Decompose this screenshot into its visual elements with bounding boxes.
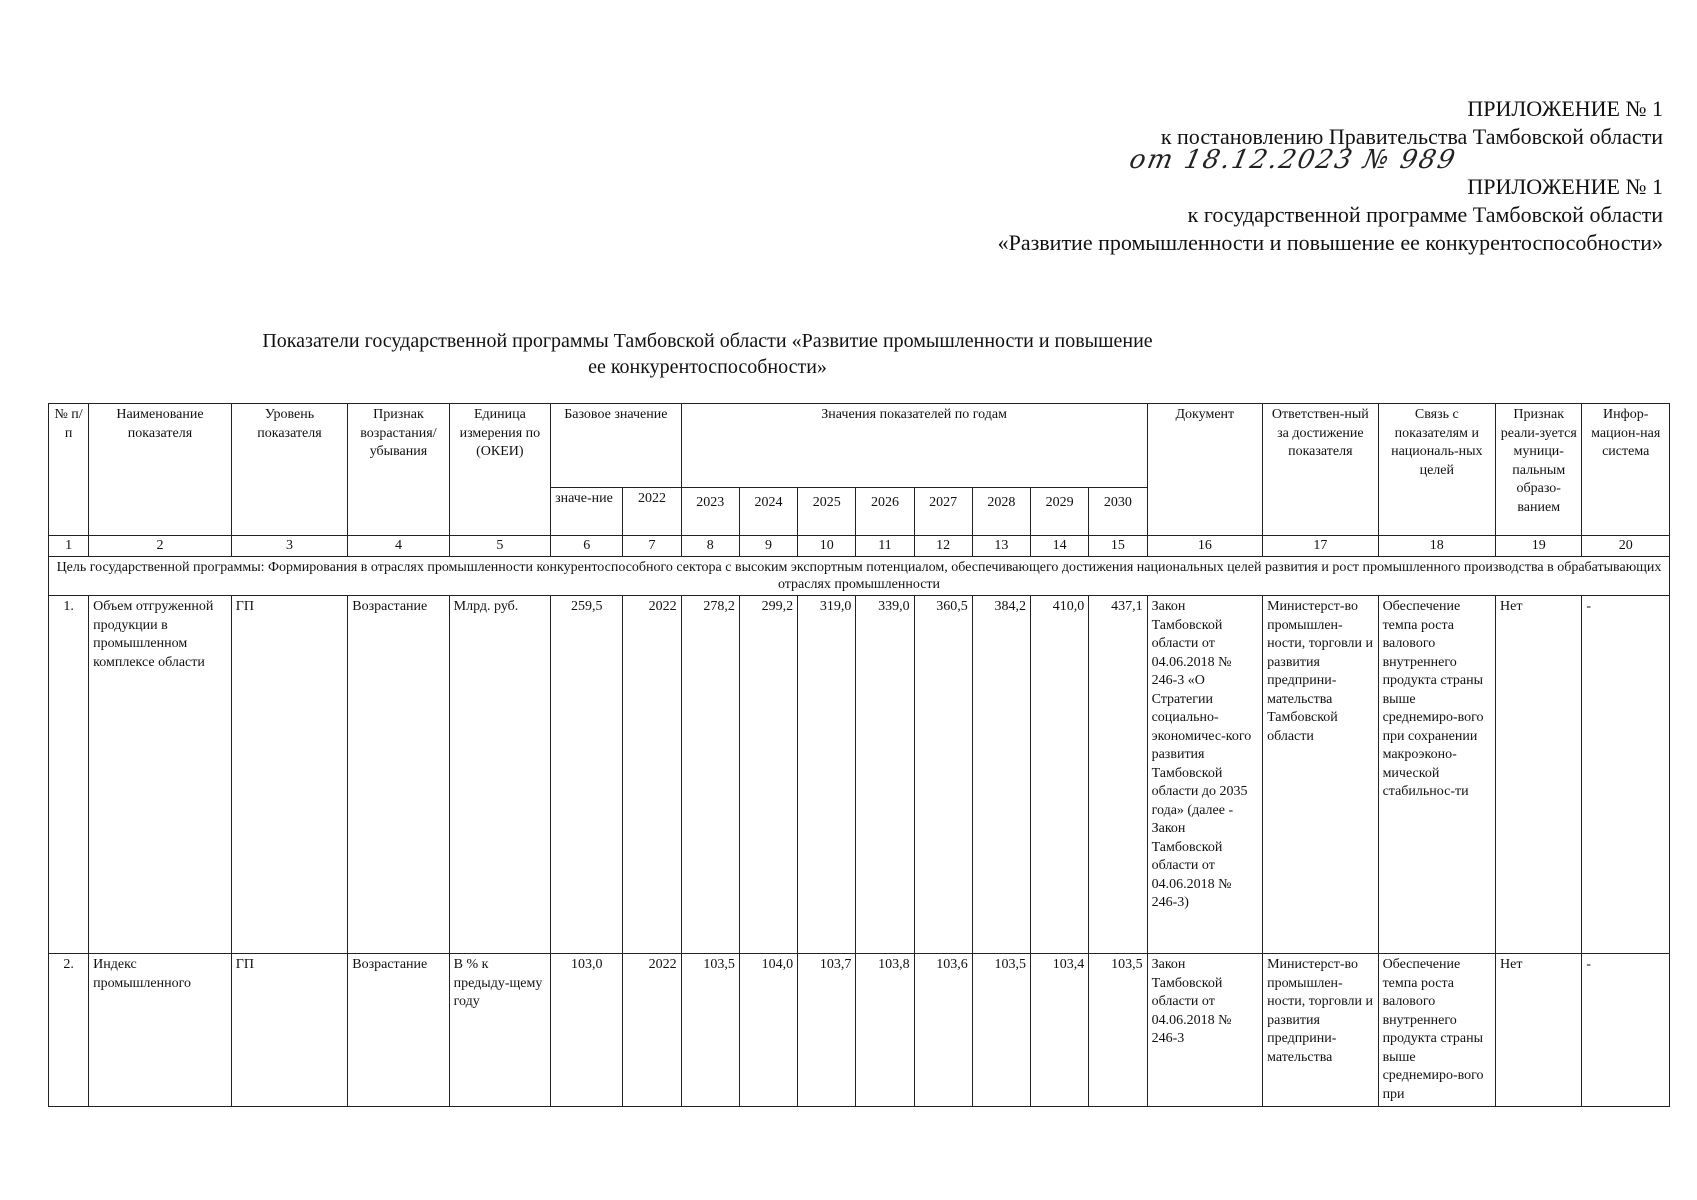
row-num: 1. (49, 596, 89, 954)
title-line-1: Показатели государственной программы Тамбовской области «Развитие промышленности и повышение (262, 330, 1153, 352)
col-header-sign: Признак возрастания/ убывания (348, 404, 449, 536)
row-num: 2. (49, 954, 89, 1107)
row-unit: Млрд. руб. (449, 596, 550, 954)
column-number: 16 (1147, 536, 1262, 557)
row-base-value: 259,5 (551, 596, 623, 954)
table-row (49, 954, 1670, 1107)
row-infosystem: - (1582, 596, 1670, 954)
row-responsible: Министерст-во промышлен-ности, торговли и развития предприни-мательства (1263, 954, 1378, 1107)
column-number: 19 (1496, 536, 1582, 557)
header-line: ПРИЛОЖЕНИЕ № 1 (1467, 174, 1663, 199)
column-number: 6 (551, 536, 623, 557)
row-link: Обеспечение темпа роста валового внутреннего продукта страны выше среднемиро-вого при сохранении макроэконо-мической стабильнос-ти (1378, 596, 1495, 954)
row-name: Объем отгруженной продукции в промышленном комплексе области (89, 596, 232, 954)
header-row-1 (49, 404, 1670, 488)
row-year-value: 103,5 (681, 954, 739, 1107)
header-line: к постановлению Правительства Тамбовской области (1160, 124, 1663, 149)
col-header-values: Значения показателей по годам (681, 404, 1147, 488)
page-title (0, 328, 1415, 380)
header-line: ПРИЛОЖЕНИЕ № 1 (1467, 96, 1663, 121)
handwritten-signature: от 18.12.2023 № 989 (1126, 145, 1460, 175)
col-header-level: Уровень показателя (231, 404, 347, 536)
row-year-value: 103,5 (972, 954, 1030, 1107)
column-number: 7 (623, 536, 681, 557)
row-year-value: 437,1 (1089, 596, 1147, 954)
row-sign: Возрастание (348, 954, 449, 1107)
column-number-row (49, 536, 1670, 557)
column-number: 1 (49, 536, 89, 557)
row-year-value: 103,6 (914, 954, 972, 1107)
row-base-year: 2022 (623, 596, 681, 954)
row-responsible: Министерст-во промышлен-ности, торговли и развития предприни-мательства Тамбовской области (1263, 596, 1378, 954)
row-year-value: 319,0 (798, 596, 856, 954)
column-number: 2 (89, 536, 232, 557)
column-number: 20 (1582, 536, 1670, 557)
row-name: Индекс промышленного (89, 954, 232, 1107)
row-unit: В % к предыду-щему году (449, 954, 550, 1107)
row-year-value: 360,5 (914, 596, 972, 954)
row-year-value: 278,2 (681, 596, 739, 954)
row-year-value: 339,0 (856, 596, 914, 954)
column-number: 15 (1089, 536, 1147, 557)
col-header-name: Наименование показателя (89, 404, 232, 536)
row-document: Закон Тамбовской области от 04.06.2018 № 246-3 (1147, 954, 1262, 1107)
header-line: к государственной программе Тамбовской области (1187, 202, 1663, 227)
column-number: 5 (449, 536, 550, 557)
program-goal: Цель государственной программы: Формирования в отраслях промышленности конкурентоспособного сектора с высоким экспортным потенциалом, обеспечивающего достижения национальных целей развития и рост промышленного производства в обрабатывающих отраслях промышленности (49, 557, 1670, 596)
column-number: 11 (856, 536, 914, 557)
row-base-year: 2022 (623, 954, 681, 1107)
table-row (49, 596, 1670, 954)
col-header-year: 2027 (914, 488, 972, 536)
appendix-header (998, 95, 1663, 257)
column-number: 10 (798, 536, 856, 557)
col-header-link: Связь с показателям и националь-ных целей (1378, 404, 1495, 536)
row-year-value: 299,2 (739, 596, 797, 954)
row-municipal: Нет (1496, 596, 1582, 954)
col-header-year: 2025 (798, 488, 856, 536)
col-header-base: Базовое значение (551, 404, 682, 488)
col-header-year: 2023 (681, 488, 739, 536)
row-link: Обеспечение темпа роста валового внутреннего продукта страны выше среднемиро-вого при (1378, 954, 1495, 1107)
row-sign: Возрастание (348, 596, 449, 954)
row-year-value: 103,8 (856, 954, 914, 1107)
row-year-value: 103,4 (1031, 954, 1089, 1107)
column-number: 9 (739, 536, 797, 557)
column-number: 4 (348, 536, 449, 557)
col-header-num: № п/п (49, 404, 89, 536)
row-base-value: 103,0 (551, 954, 623, 1107)
indicators-table (48, 403, 1670, 1107)
col-header-municipal: Признак реали-зуется муници-пальным образо-ванием (1496, 404, 1582, 536)
col-header-base-value: значе-ние (551, 488, 623, 536)
row-year-value: 104,0 (739, 954, 797, 1107)
column-number: 14 (1031, 536, 1089, 557)
col-header-infosystem: Инфор-мацион-ная система (1582, 404, 1670, 536)
row-level: ГП (231, 596, 347, 954)
row-document: Закон Тамбовской области от 04.06.2018 № 246-3 «О Стратегии социально-экономичес-кого развития Тамбовской области до 2035 года» (далее - Закон Тамбовской области от 04.06.2018 № 246-3) (1147, 596, 1262, 954)
col-header-responsible: Ответствен-ный за достижение показателя (1263, 404, 1378, 536)
row-year-value: 103,5 (1089, 954, 1147, 1107)
row-year-value: 410,0 (1031, 596, 1089, 954)
column-number: 3 (231, 536, 347, 557)
row-year-value: 384,2 (972, 596, 1030, 954)
column-number: 13 (972, 536, 1030, 557)
title-line-2: ее конкурентоспособности» (588, 356, 827, 378)
row-municipal: Нет (1496, 954, 1582, 1107)
col-header-base-year: 2022 (623, 488, 681, 536)
col-header-year: 2030 (1089, 488, 1147, 536)
col-header-year: 2029 (1031, 488, 1089, 536)
goal-row (49, 557, 1670, 596)
col-header-document: Документ (1147, 404, 1262, 536)
row-infosystem: - (1582, 954, 1670, 1107)
col-header-year: 2024 (739, 488, 797, 536)
column-number: 12 (914, 536, 972, 557)
col-header-year: 2026 (856, 488, 914, 536)
column-number: 8 (681, 536, 739, 557)
col-header-unit: Единица измерения по (ОКЕИ) (449, 404, 550, 536)
column-number: 17 (1263, 536, 1378, 557)
row-year-value: 103,7 (798, 954, 856, 1107)
col-header-year: 2028 (972, 488, 1030, 536)
header-line: «Развитие промышленности и повышение ее конкурентоспособности» (997, 230, 1663, 255)
column-number: 18 (1378, 536, 1495, 557)
row-level: ГП (231, 954, 347, 1107)
